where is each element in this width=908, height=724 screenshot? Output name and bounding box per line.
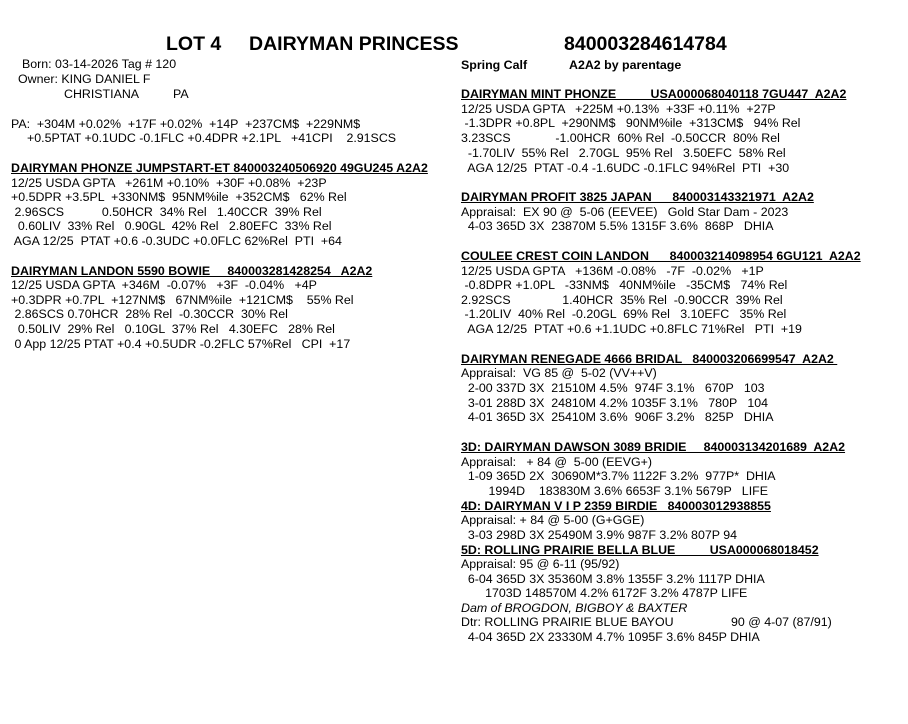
mgs-line: +0.3DPR +0.7PL +127NM$ 67NM%ile +121CM$ 55% Rel [11, 293, 354, 307]
sire-line: 0.60LIV 33% Rel 0.90GL 42% Rel 2.80EFC 33% Rel [11, 219, 332, 233]
rolling-line: Appraisal: 95 @ 6-11 (95/92) [461, 557, 620, 571]
dam-sire-line: 3.23SCS -1.00HCR 60% Rel -0.50CCR 80% Rel [461, 131, 780, 145]
lot-number: LOT 4 [166, 33, 222, 55]
dawson-line: Appraisal: + 84 @ 5-00 (EEVG+) [461, 455, 652, 469]
profit-line: Appraisal: EX 90 @ 5-06 (EEVEE) Gold Star Dam - 2023 [461, 205, 789, 219]
sire-line: +0.5DPR +3.5PL +330NM$ 95NM%ile +352CM$ 62% Rel [11, 190, 347, 204]
coulee-line: -0.8DPR +1.0PL -33NM$ 40NM%ile -35CM$ 74% Rel [461, 278, 788, 292]
dawson-header: 3D: DAIRYMAN DAWSON 3089 BRIDIE 840003134201689 A2A2 [461, 440, 846, 454]
daughter-record: 4-04 365D 2X 23330M 4.7% 1095F 3.6% 845P DHIA [461, 630, 760, 644]
mgs-line: 2.86SCS 0.70HCR 28% Rel -0.30CCR 30% Rel [11, 307, 288, 321]
a2-status: A2A2 by parentage [569, 58, 682, 72]
sire-line: AGA 12/25 PTAT +0.6 -0.3UDC +0.0FLC 62%Rel PTI +64 [11, 234, 342, 248]
vip-line: Appraisal: + 84 @ 5-00 (G+GGE) [461, 513, 645, 527]
coulee-line: 12/25 USDA GPTA +136M -0.08% -7F -0.02% +1P [461, 264, 764, 278]
sire-line: 12/25 USDA GPTA +261M +0.10% +30F +0.08% +23P [11, 176, 327, 190]
dam-sire-line: -1.70LIV 55% Rel 2.70GL 95% Rel 3.50EFC 58% Rel [461, 146, 786, 160]
sire-header: DAIRYMAN PHONZE JUMPSTART-ET 840003240506920 49GU245 A2A2 [11, 161, 428, 175]
dam-sire-line: -1.3DPR +0.8PL +290NM$ 90NM%ile +313CM$ 94% Rel [461, 116, 801, 130]
profit-line: 4-03 365D 3X 23870M 5.5% 1315F 3.6% 868P DHIA [461, 219, 774, 233]
mgs-line: 0 App 12/25 PTAT +0.4 +0.5UDR -0.2FLC 57%Rel CPI +17 [11, 337, 351, 351]
mgs-line: 12/25 USDA GPTA +346M -0.07% +3F -0.04% +4P [11, 278, 317, 292]
coulee-line: 2.92SCS 1.40HCR 35% Rel -0.90CCR 39% Rel [461, 293, 783, 307]
pa-line-2: +0.5PTAT +0.1UDC -0.1FLC +0.4DPR +2.1PL +41CPI 2.91SCS [27, 131, 397, 145]
renegade-line: Appraisal: VG 85 @ 5-02 (VV++V) [461, 366, 657, 380]
dam-sire-header: DAIRYMAN MINT PHONZE USA000068040118 7GU447 A2A2 [461, 87, 847, 101]
dam-sire-line: 12/25 USDA GPTA +225M +0.13% +33F +0.11% +27P [461, 102, 776, 116]
coulee-line: -1.20LIV 40% Rel -0.20GL 69% Rel 3.10EFC 35% Rel [461, 307, 787, 321]
mgs-header: DAIRYMAN LANDON 5590 BOWIE 840003281428254 A2A2 [11, 264, 373, 278]
sire-line: 2.96SCS 0.50HCR 34% Rel 1.40CCR 39% Rel [11, 205, 322, 219]
daughter-name: Dtr: ROLLING PRAIRIE BLUE BAYOU [461, 615, 674, 629]
birth-info: Born: 03-14-2026 Tag # 120 [22, 57, 177, 71]
calf-type: Spring Calf [461, 58, 528, 72]
renegade-header: DAIRYMAN RENEGADE 4666 BRIDAL 840003206699547 A2A2 [461, 352, 838, 366]
owner: Owner: KING DANIEL F [18, 72, 151, 86]
renegade-line: 4-01 365D 3X 25410M 3.6% 906F 3.2% 825P DHIA [461, 410, 774, 424]
dawson-line: 1-09 365D 2X 30690M*3.7% 1122F 3.2% 977P* DHIA [461, 469, 776, 483]
pa-line-1: PA: +304M +0.02% +17F +0.02% +14P +237CM$ +229NM$ [11, 117, 361, 131]
rolling-line: 6-04 365D 3X 35360M 3.8% 1355F 3.2% 1117P DHIA [461, 572, 765, 586]
coulee-line: AGA 12/25 PTAT +0.6 +1.1UDC +0.8FLC 71%Rel PTI +19 [461, 322, 802, 336]
owner-city: CHRISTIANA [64, 87, 140, 101]
animal-name: DAIRYMAN PRINCESS [249, 33, 459, 55]
renegade-line: 3-01 288D 3X 24810M 4.2% 1035F 3.1% 780P 104 [461, 396, 768, 410]
dam-of-note: Dam of BROGDON, BIGBOY & BAXTER [461, 601, 688, 615]
dam-sire-line: AGA 12/25 PTAT -0.4 -1.6UDC -0.1FLC 94%Rel PTI +30 [461, 161, 790, 175]
coulee-header: COULEE CREST COIN LANDON 840003214098954 6GU121 A2A2 [461, 249, 861, 263]
profit-header: DAIRYMAN PROFIT 3825 JAPAN 840003143321971 A2A2 [461, 190, 814, 204]
rolling-line: 1703D 148570M 4.2% 6172F 3.2% 4787P LIFE [461, 586, 748, 600]
rolling-header: 5D: ROLLING PRAIRIE BELLA BLUE USA000068018452 [461, 543, 819, 557]
animal-id: 840003284614784 [564, 33, 727, 55]
vip-line: 3-03 298D 3X 25490M 3.9% 987F 3.2% 807P 94 [461, 528, 738, 542]
vip-header: 4D: DAIRYMAN V I P 2359 BIRDIE 840003012938855 [461, 499, 771, 513]
daughter-score: 90 @ 4-07 (87/91) [731, 615, 832, 629]
owner-state: PA [173, 87, 189, 101]
renegade-line: 2-00 337D 3X 21510M 4.5% 974F 3.1% 670P 103 [461, 381, 765, 395]
dawson-line: 1994D 183830M 3.6% 6653F 3.1% 5679P LIFE [461, 484, 768, 498]
mgs-line: 0.50LIV 29% Rel 0.10GL 37% Rel 4.30EFC 28% Rel [11, 322, 335, 336]
